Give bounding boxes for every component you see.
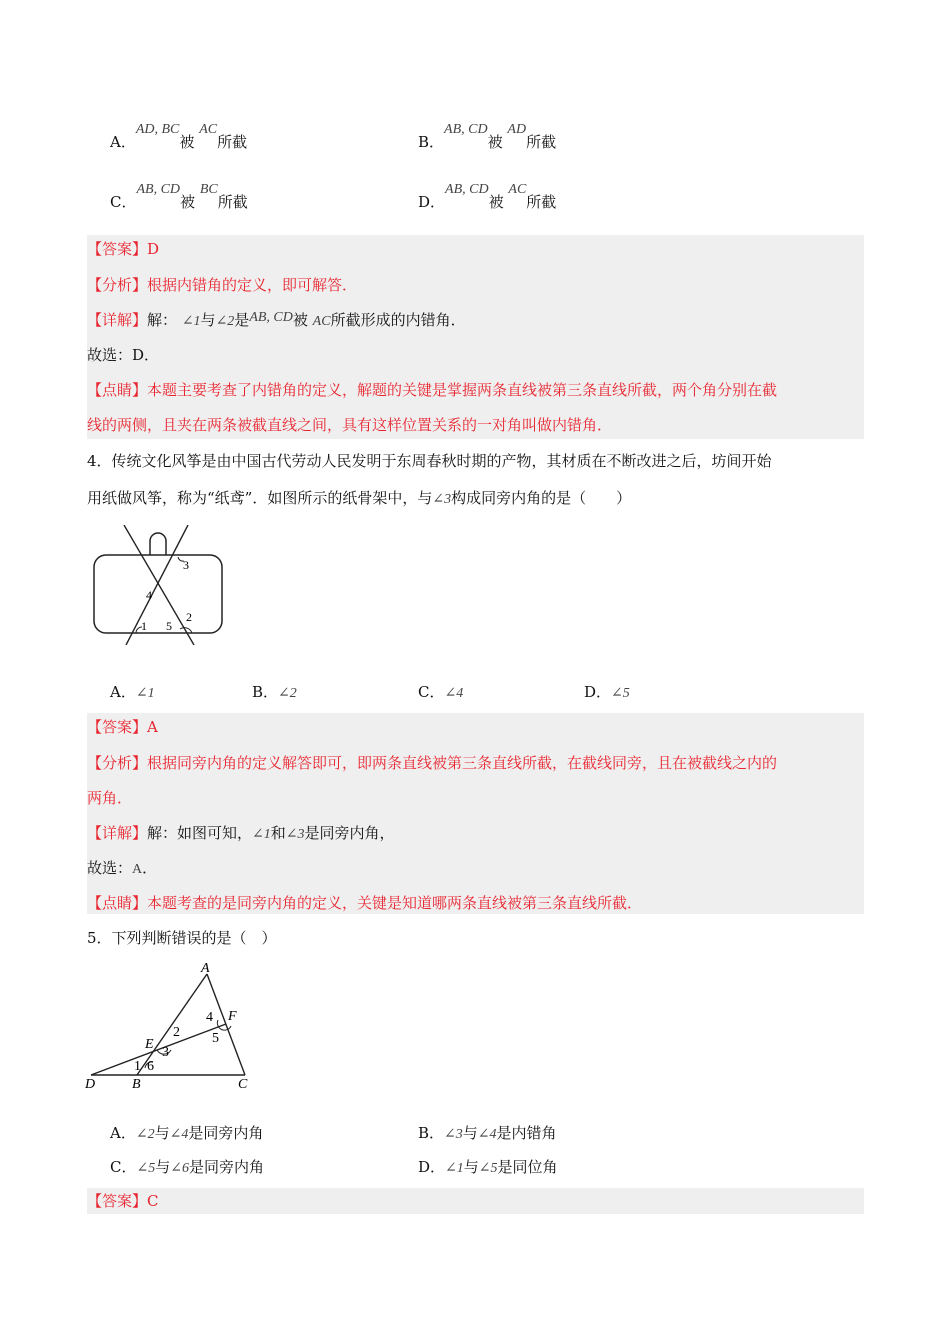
line-DF [91, 1024, 226, 1075]
kite-label-5: 5 [166, 619, 172, 633]
q4-option-b: B．∠2 [252, 683, 297, 701]
q4-stem-line2: 用纸做风筝，称为“纸鸢”．如图所示的纸骨架中，与∠3构成同旁内角的是（ ） [87, 489, 632, 507]
q4-comment: 【点睛】本题考查的是同旁内角的定义，关键是知道哪两条直线被第三条直线所截． [87, 894, 643, 912]
label-E: E [145, 1037, 154, 1052]
q3-comment-cont: 线的两侧，且夹在两条被截直线之间，具有这样位置关系的一对角叫做内错角． [87, 416, 613, 434]
kite-label-1: 1 [141, 619, 147, 633]
q4-stem-line1: 4．传统文化风筝是由中国古代劳动人民发明于东周春秋时期的产物，其材质在不断改进之后，坊间开始 [87, 452, 772, 470]
q5-option-d: D．∠1与∠5是同位角 [418, 1158, 558, 1176]
q3-option-d: D．AB, CD被 AC所截 [418, 182, 557, 211]
q4-choose: 故选：A． [87, 859, 158, 877]
q5-stem: 5．下列判断错误的是（ ） [87, 929, 277, 947]
label-C: C [238, 1077, 248, 1090]
kite-label-2: 2 [186, 610, 192, 624]
label-6: 6 [147, 1059, 154, 1074]
label-5: 5 [212, 1031, 219, 1046]
q3-option-a: A．AD, BC被 AC所截 [110, 122, 248, 151]
q3-choose: 故选：D． [87, 346, 160, 364]
kite-label-3: 3 [183, 558, 189, 572]
q3-detail: 【详解】解： ∠1与∠2是AB, CD被 AC所截形成的内错角． [87, 310, 466, 329]
q5-option-a: A．∠2与∠4是同旁内角 [110, 1124, 264, 1142]
q4-detail: 【详解】解：如图可知，∠1和∠3是同旁内角， [87, 824, 395, 842]
q5-solution-block [87, 1188, 864, 1214]
label-2: 2 [173, 1025, 180, 1040]
q3-comment: 【点睛】本题主要考查了内错角的定义，解题的关键是掌握两条直线被第三条直线所截，两个角分别在截 [87, 381, 778, 399]
q5-option-c: C．∠5与∠6是同旁内角 [110, 1158, 264, 1176]
q4-analysis-cont: 两角． [87, 789, 133, 807]
q4-option-a: A．∠1 [110, 683, 155, 701]
q4-option-d: D．∠5 [584, 683, 630, 701]
q3-solution-block [87, 235, 864, 439]
kite-label-4: 4 [146, 588, 152, 602]
triangle-figure [85, 958, 255, 1090]
kite-figure [88, 525, 228, 645]
q5-option-b: B．∠3与∠4是内错角 [418, 1124, 557, 1142]
q5-answer: 【答案】C [87, 1192, 159, 1210]
q4-answer: 【答案】A [87, 718, 158, 736]
label-3: 3 [162, 1045, 169, 1060]
kite-line-1 [124, 525, 194, 645]
label-1: 1 [134, 1059, 141, 1074]
q4-solution-block [87, 713, 864, 914]
label-A: A [201, 961, 210, 976]
label-D: D [85, 1077, 96, 1090]
q4-analysis: 【分析】根据同旁内角的定义解答即可，即两条直线被第三条直线所截，在截线同旁，且在被截线之内的 [87, 754, 778, 772]
kite-frame [94, 555, 222, 633]
label-4: 4 [206, 1010, 213, 1025]
q3-answer: 【答案】D [87, 240, 160, 258]
q3-option-c: C．AB, CD被 BC所截 [110, 182, 248, 211]
q3-option-b: B．AB, CD被 AD所截 [418, 122, 557, 151]
q4-option-c: C．∠4 [418, 683, 464, 701]
q3-analysis: 【分析】根据内错角的定义，即可解答． [87, 276, 358, 294]
label-F: F [228, 1009, 237, 1024]
kite-handle [150, 533, 166, 555]
label-B: B [132, 1077, 141, 1090]
